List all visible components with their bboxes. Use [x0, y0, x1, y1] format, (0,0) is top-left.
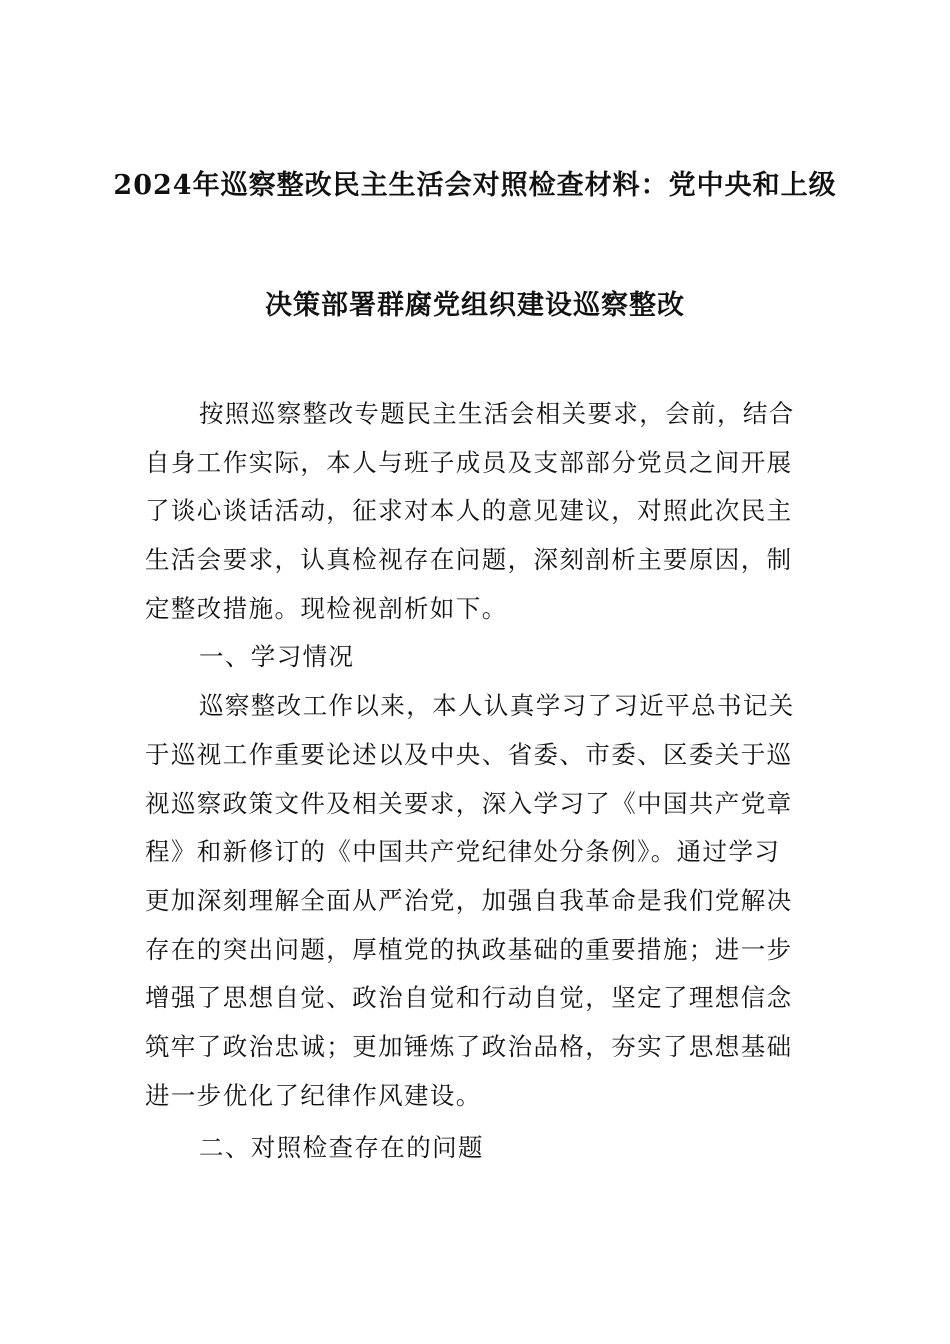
paragraph-line: 巡察整改工作以来，本人认真学习了习近平总书记关 — [199, 691, 795, 721]
section-heading: 二、对照检查存在的问题 — [199, 1133, 484, 1163]
document-body — [145, 396, 805, 1179]
paragraph-line: 生活会要求，认真检视存在问题，深刻剖析主要原因，制 — [145, 545, 793, 575]
document-title-line-2: 决策部署群腐党组织建设巡察整改 — [265, 290, 685, 321]
document-title-line-1: 2024年巡察整改民主生活会对照检查材料：党中央和上级 — [113, 170, 837, 201]
paragraph-line: 存在的突出问题，厚植党的执政基础的重要措施；进一步 — [145, 934, 793, 964]
paragraph-line: 定整改措施。现检视剖析如下。 — [145, 593, 508, 623]
paragraph-line: 于巡视工作重要论述以及中央、省委、市委、区委关于巡 — [145, 739, 793, 769]
paragraph-line: 按照巡察整改专题民主生活会相关要求，会前，结合 — [199, 399, 795, 428]
paragraph-line: 进一步优化了纪律作风建设。 — [145, 1080, 482, 1110]
paragraph-line: 自身工作实际，本人与班子成员及支部部分党员之间开展 — [145, 447, 793, 477]
paragraph-line: 视巡察政策文件及相关要求，深入学习了《中国共产党章 — [145, 788, 793, 818]
paragraph-line: 程》和新修订的《中国共产党纪律处分条例》。通过学习 — [145, 837, 781, 867]
paragraph-line: 增强了思想自觉、政治自觉和行动自觉，坚定了理想信念 — [145, 983, 793, 1013]
paragraph-line: 筑牢了政治忠诚；更加锤炼了政治品格，夯实了思想基础 — [145, 1031, 793, 1061]
paragraph-line: 更加深刻理解全面从严治党，加强自我革命是我们党解决 — [145, 885, 793, 915]
section-heading: 一、学习情况 — [199, 642, 355, 672]
paragraph-line: 了谈心谈话活动，征求对本人的意见建议，对照此次民主 — [145, 496, 793, 526]
